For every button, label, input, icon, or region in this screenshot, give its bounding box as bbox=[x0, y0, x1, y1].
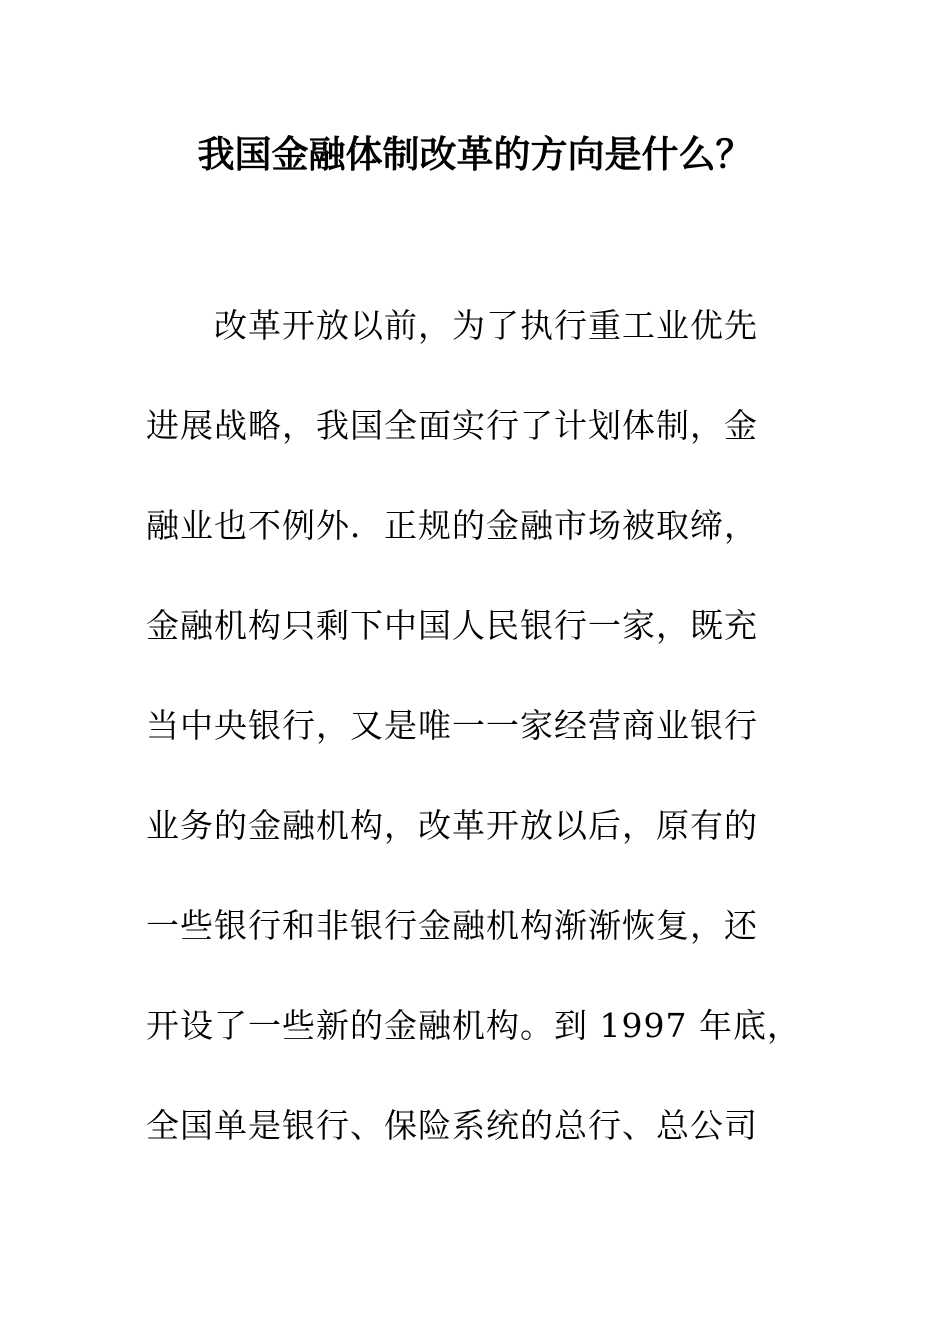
paragraph-line: 当中央银行，又是唯一一家经营商业银行 bbox=[146, 706, 758, 745]
paragraph-line: 开设了一些新的金融机构。到 1997 年底， bbox=[146, 1006, 801, 1045]
paragraph-line: 融业也不例外．正规的金融市场被取缔， bbox=[146, 506, 758, 545]
document-body bbox=[146, 300, 806, 1200]
paragraph-line: 金融机构只剩下中国人民银行一家，既充 bbox=[146, 606, 758, 645]
paragraph-line: 进展战略，我国全面实行了计划体制，金 bbox=[146, 406, 758, 445]
paragraph-line: 业务的金融机构，改革开放以后，原有的 bbox=[146, 806, 758, 845]
paragraph-line: 全国单是银行、保险系统的总行、总公司 bbox=[146, 1106, 758, 1145]
paragraph-line: 改革开放以前，为了执行重工业优先 bbox=[214, 306, 758, 345]
paragraph-line: 一些银行和非银行金融机构渐渐恢复，还 bbox=[146, 906, 758, 945]
document-title: 我国金融体制改革的方向是什么？ bbox=[197, 132, 753, 176]
